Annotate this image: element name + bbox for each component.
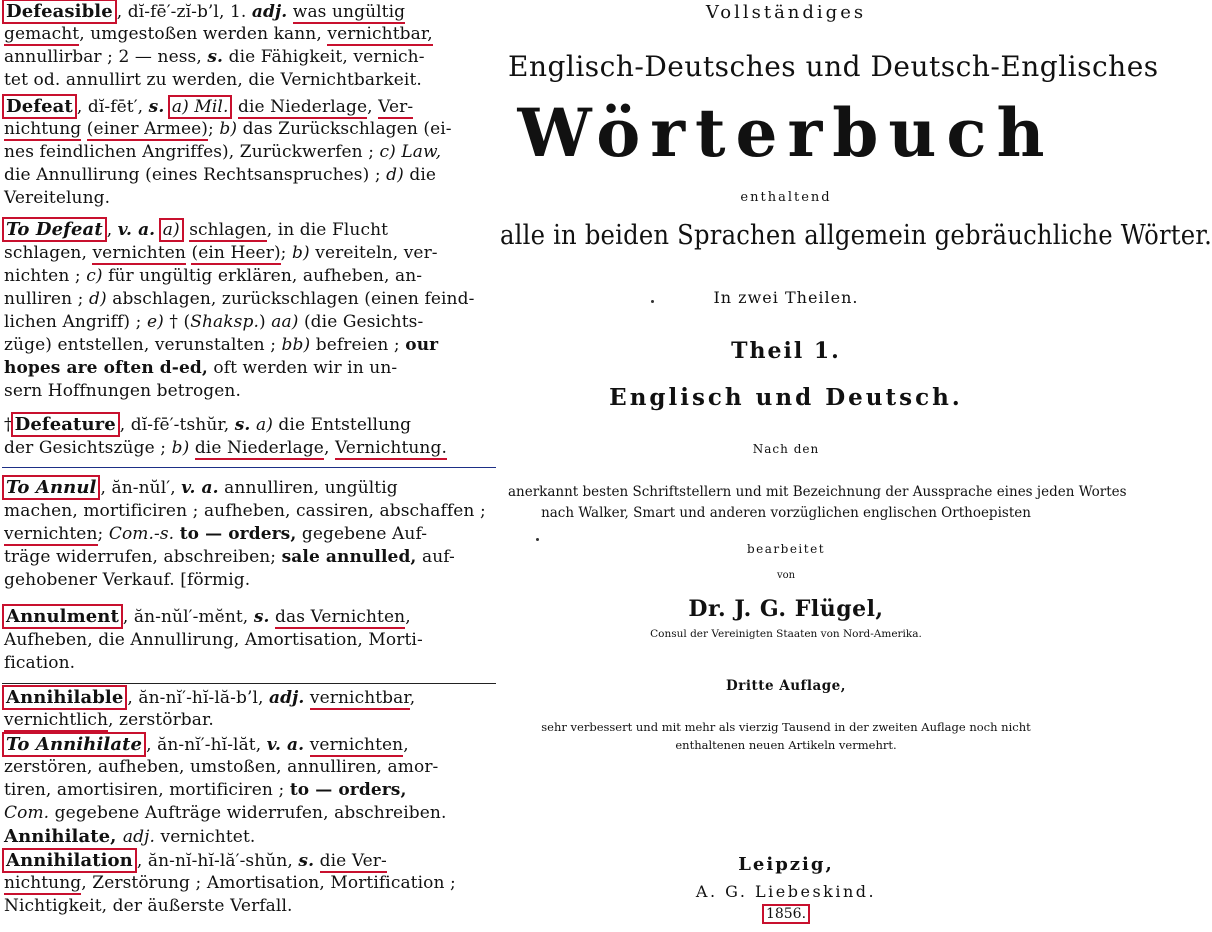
line-segment: vernichten <box>4 524 98 544</box>
title-nach-den: Nach den <box>752 442 820 456</box>
headword: Annihilable <box>2 685 127 710</box>
title-edition: Dritte Auflage, <box>726 678 846 694</box>
line-segment: (ein Heer) <box>191 243 281 263</box>
line-segment: adj. <box>269 688 305 708</box>
line-segment: die Ver- <box>319 851 387 871</box>
title-vollstandiges: Vollständiges <box>705 2 867 23</box>
dictionary-line <box>4 0 405 24</box>
dictionary-line <box>4 118 452 141</box>
title-bearbeitet: bearbeitet <box>746 542 826 556</box>
line-segment: Ver- <box>378 97 414 117</box>
dictionary-line <box>4 709 214 732</box>
line-segment: vernichten <box>92 243 186 263</box>
line-segment: Com.-s. <box>108 524 175 544</box>
line-segment: das Vernichten <box>275 607 406 627</box>
title-worterbuch: Wörterbuch <box>517 94 1055 172</box>
dictionary-line <box>4 546 455 569</box>
dictionary-line <box>4 357 397 380</box>
dictionary-line <box>4 218 388 242</box>
dictionary-line <box>4 187 110 210</box>
line-segment: vernichtet. <box>155 827 256 847</box>
line-segment: , ăn-nŭl′, <box>100 478 182 498</box>
line-segment: (einer Armee) <box>86 119 209 139</box>
dictionary-line <box>4 288 474 311</box>
line-segment: b) <box>292 243 310 263</box>
line-segment <box>287 2 293 22</box>
line-segment: , dĭ-fē′-tshŭr, <box>119 415 235 435</box>
line-segment: c) <box>86 266 103 286</box>
line-segment: s. <box>253 607 270 627</box>
line-segment: nichten ; <box>4 266 87 286</box>
line-segment: was ungültig <box>292 2 406 22</box>
line-segment: gegebene Auf- <box>296 524 428 544</box>
dictionary-line <box>4 802 446 825</box>
title-publisher: A. G. Liebeskind. <box>695 882 877 901</box>
line-segment: (die Gesichts- <box>298 312 424 332</box>
line-segment: fication. <box>4 653 76 673</box>
line-segment: vernichtlich <box>4 710 109 730</box>
headword: To Defeat <box>2 217 107 242</box>
dictionary-line <box>4 23 433 46</box>
title-year: 1856. <box>762 904 810 924</box>
line-segment: ; <box>208 119 220 139</box>
line-segment: das Zurückschlagen (ei- <box>237 119 452 139</box>
line-segment: vernichtbar, <box>327 24 433 44</box>
line-segment: oft werden wir in un- <box>207 358 398 378</box>
line-segment: lichen Angriff) ; <box>4 312 147 332</box>
dictionary-line <box>4 605 411 629</box>
title-consul: Consul der Vereinigten Staaten von Nord-Amerika. <box>650 628 922 640</box>
line-segment: schlagen <box>189 220 267 240</box>
speck-mark <box>651 300 654 303</box>
line-segment: , <box>367 97 379 117</box>
line-segment: † ( <box>163 312 191 332</box>
section-divider <box>2 467 496 468</box>
dictionary-line <box>4 872 456 895</box>
headword: Defeature <box>11 412 120 437</box>
line-segment: ; <box>97 524 109 544</box>
line-segment: Com. <box>4 803 50 823</box>
line-segment: die Entstellung <box>272 415 412 435</box>
dictionary-line <box>4 69 422 92</box>
dictionary-line <box>4 413 411 437</box>
dictionary-line <box>4 476 398 500</box>
line-segment: , <box>403 735 409 755</box>
line-segment: , <box>323 438 335 458</box>
title-enthaltend: enthaltend <box>740 190 832 205</box>
line-segment: c) Law, <box>379 142 442 162</box>
dictionary-line <box>4 825 255 849</box>
line-segment: , umgestoßen werden kann, <box>79 24 328 44</box>
line-segment: s. <box>298 851 315 871</box>
line-segment: nulliren ; <box>4 289 89 309</box>
line-segment: Nichtigkeit, der äußerste Verfall. <box>4 896 293 916</box>
line-segment: , ăn-nĭ-hĭ-lă′-shŭn, <box>136 851 299 871</box>
line-segment: tiren, amortisiren, mortificiren ; <box>4 780 290 800</box>
line-segment <box>314 851 320 871</box>
line-segment: , in die Flucht <box>266 220 389 240</box>
line-segment: vernichtbar <box>309 688 410 708</box>
dictionary-line <box>4 569 250 592</box>
line-segment: , dĭ-fē′-zĭ-b’l, 1. <box>116 2 252 22</box>
line-segment: der Gesichtszüge ; <box>4 438 172 458</box>
dictionary-line <box>4 164 436 187</box>
line-segment: abschlagen, zurückschlagen (einen feind- <box>106 289 475 309</box>
dictionary-line <box>4 523 427 546</box>
line-segment <box>189 438 195 458</box>
title-von: von <box>776 570 796 581</box>
line-segment: zerstören, aufheben, umstoßen, annulliren, amor- <box>4 757 439 777</box>
line-segment: die Niederlage <box>237 97 368 117</box>
dictionary-line <box>4 265 422 288</box>
line-segment: v. a. <box>117 220 156 240</box>
line-segment: vernichten <box>309 735 404 755</box>
line-segment: annulliren, ungültig <box>218 478 398 498</box>
line-segment: vereiteln, ver- <box>309 243 438 263</box>
line-segment: , zerstörbar. <box>108 710 214 730</box>
dictionary-line <box>4 849 387 873</box>
title-anerkannt: anerkannt besten Schriftstellern und mit Bezeichnung der Aussprache eines jeden Wortes <box>508 484 1127 500</box>
line-segment: , dĭ-fēt′, <box>76 97 149 117</box>
line-segment: e) <box>146 312 164 332</box>
line-segment: , ăn-nĭ′-hĭ-lăt, <box>146 735 267 755</box>
line-segment: to — orders, <box>179 524 297 544</box>
line-segment: nichtung <box>4 119 82 139</box>
line-segment: d) <box>88 289 107 309</box>
dictionary-line <box>4 895 293 918</box>
line-segment: züge) entstellen, verunstalten ; <box>4 335 282 355</box>
headword: Annulment <box>2 604 123 629</box>
dictionary-line <box>4 242 438 265</box>
line-segment: hopes are often d-ed, <box>4 358 208 378</box>
title-theil: Theil 1. <box>731 338 841 364</box>
line-segment <box>304 735 310 755</box>
line-segment: , <box>405 607 411 627</box>
line-segment: † <box>4 415 13 435</box>
dictionary-line <box>4 500 486 523</box>
line-segment: v. a. <box>181 478 219 498</box>
dictionary-line <box>4 733 409 757</box>
title-verbessert-line2: enthaltenen neuen Artikeln vermehrt. <box>675 738 897 752</box>
line-segment: , <box>106 220 118 240</box>
line-segment: , ăn-nŭl′-mĕnt, <box>122 607 254 627</box>
line-segment: annullirbar ; 2 — ness, <box>4 47 208 67</box>
title-walker: nach Walker, Smart und anderen vorzüglichen englischen Orthoepisten <box>541 505 1031 521</box>
line-segment: , <box>409 688 416 708</box>
dictionary-line <box>4 380 241 403</box>
title-englisch-und-deutsch: Englisch und Deutsch. <box>609 384 963 411</box>
line-segment: machen, mortificiren ; aufheben, cassiren, abschaffen ; <box>4 501 486 521</box>
headword: Annihilate, <box>4 826 123 847</box>
line-segment: nichtung <box>4 873 82 893</box>
line-segment: v. a. <box>266 735 305 755</box>
headword: To Annihilate <box>2 732 146 757</box>
title-verbessert-line1: sehr verbessert und mit mehr als vierzig Tausend in der zweiten Auflage noch nicht <box>541 720 1031 734</box>
line-segment: gehobener Verkauf. [förmig. <box>4 570 251 590</box>
line-segment: s. <box>207 47 224 67</box>
line-segment: Vernichtung. <box>334 438 447 458</box>
line-segment: adj. <box>251 2 288 22</box>
speck-mark <box>536 538 539 541</box>
title-alle-worter: alle in beiden Sprachen allgemein gebräuchliche Wörter. <box>500 220 1212 251</box>
line-segment: adj. <box>122 827 155 847</box>
line-segment: träge widerrufen, abschreiben; <box>4 547 282 567</box>
dictionary-line <box>4 141 441 164</box>
line-segment: a) <box>255 415 273 435</box>
dictionary-line <box>4 629 423 652</box>
line-segment: tet od. annullirt zu werden, die Vernichtbarkeit. <box>4 70 422 90</box>
line-segment: , Zerstörung ; Amortisation, Mortification ; <box>81 873 456 893</box>
line-segment: Aufheben, die Annullirung, Amortisation, Morti- <box>4 630 423 650</box>
dictionary-line <box>4 311 423 334</box>
line-segment: d) <box>386 165 404 185</box>
line-segment: sale annulled, <box>281 547 417 567</box>
line-segment: a) Mil. <box>168 95 233 119</box>
line-segment: die Niederlage <box>194 438 324 458</box>
dictionary-line <box>4 437 447 460</box>
line-segment: die <box>403 165 437 185</box>
line-segment: to — orders, <box>289 780 407 800</box>
line-segment: s. <box>148 97 165 117</box>
line-segment: gegebene Aufträge widerrufen, abschreiben. <box>49 803 447 823</box>
dictionary-line <box>4 652 75 675</box>
line-segment: Shaksp. <box>190 312 259 332</box>
headword: Annihilation <box>2 848 137 873</box>
dictionary-column <box>0 0 508 932</box>
line-segment: schlagen, <box>4 243 93 263</box>
line-segment: gemacht <box>4 24 80 44</box>
title-page <box>500 0 1212 932</box>
headword: Defeasible <box>2 0 117 24</box>
title-city: Leipzig, <box>738 854 834 875</box>
line-segment: befreien ; <box>310 335 406 355</box>
line-segment: ; <box>280 243 293 263</box>
title-zwei-theilen: In zwei Theilen. <box>713 288 859 307</box>
section-divider <box>2 683 496 684</box>
line-segment: , ăn-nĭ′-hĭ-lă-b’l, <box>127 688 269 708</box>
dictionary-line <box>4 95 413 119</box>
line-segment: nes feindlichen Angriffes), Zurückwerfen ; <box>4 142 380 162</box>
title-englisch-deutsches: Englisch-Deutsches und Deutsch-Englisches <box>508 50 1159 83</box>
title-year-box <box>508 906 1064 922</box>
line-segment: bb) <box>281 335 311 355</box>
line-segment: die Fähigkeit, vernich- <box>223 47 425 67</box>
line-segment: b) <box>171 438 190 458</box>
line-segment: die Annullirung (eines Rechtsanspruches) ; <box>4 165 387 185</box>
dictionary-line <box>4 779 407 802</box>
line-segment: aa) <box>271 312 299 332</box>
dictionary-line <box>4 756 438 779</box>
line-segment: Vereitelung. <box>4 188 111 208</box>
line-segment: our <box>405 335 439 355</box>
dictionary-line <box>4 46 425 69</box>
line-segment: sern Hoffnungen betrogen. <box>4 381 241 401</box>
dictionary-line <box>4 686 415 710</box>
line-segment <box>81 119 87 139</box>
line-segment: a) <box>159 218 184 242</box>
line-segment: für ungültig erklären, aufheben, an- <box>102 266 423 286</box>
headword: To Annul <box>2 475 100 500</box>
line-segment: s. <box>234 415 251 435</box>
headword: Defeat <box>2 94 77 119</box>
line-segment: b) <box>219 119 238 139</box>
line-segment: ) <box>258 312 272 332</box>
dictionary-line <box>4 334 438 357</box>
line-segment: auf- <box>416 547 455 567</box>
title-author: Dr. J. G. Flügel, <box>688 596 884 622</box>
